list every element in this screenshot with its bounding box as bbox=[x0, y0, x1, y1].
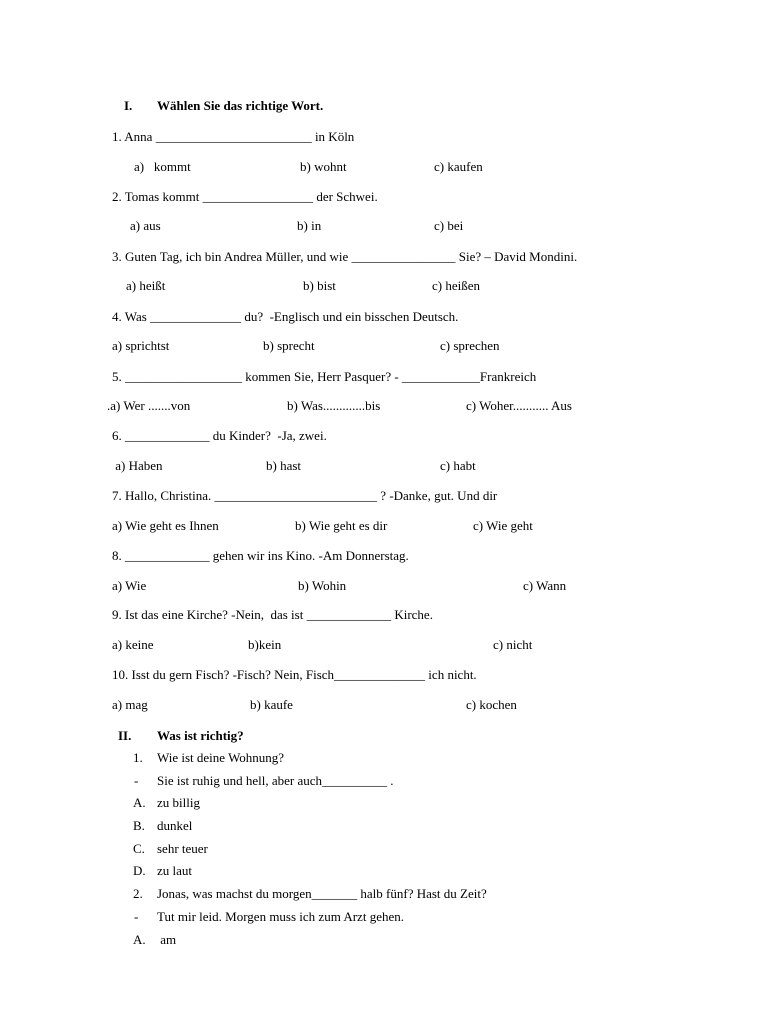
s2-q2-option-a-letter: A. bbox=[133, 932, 146, 947]
question-8: 8. _____________ gehen wir ins Kino. -Am Donnerstag. bbox=[112, 548, 409, 563]
q4-option-a: a) sprichtst bbox=[112, 338, 170, 353]
question-9: 9. Ist das eine Kirche? -Nein, das ist _____________ Kirche. bbox=[112, 607, 433, 622]
section-1-number: I. bbox=[124, 98, 133, 113]
q4-option-c: c) sprechen bbox=[440, 338, 500, 353]
q10-option-a: a) mag bbox=[112, 697, 148, 712]
s2-q2-number: 2. bbox=[133, 886, 143, 901]
q1-option-a: a) kommt bbox=[134, 159, 191, 174]
question-3: 3. Guten Tag, ich bin Andrea Müller, und wie ________________ Sie? – David Mondini. bbox=[112, 249, 578, 264]
q1-option-c: c) kaufen bbox=[434, 159, 483, 174]
q6-option-a: a) Haben bbox=[112, 458, 163, 473]
q9-option-a: a) keine bbox=[112, 637, 154, 652]
s2-q2-answer: Tut mir leid. Morgen muss ich zum Arzt gehen. bbox=[157, 909, 404, 924]
question-5: 5. __________________ kommen Sie, Herr Pasquer? - ____________Frankreich bbox=[112, 369, 537, 384]
s2-q2-question: Jonas, was machst du morgen_______ halb fünf? Hast du Zeit? bbox=[157, 886, 487, 901]
section-1-title: Wählen Sie das richtige Wort. bbox=[157, 98, 324, 113]
q5-option-a: .a) Wer .......von bbox=[107, 398, 191, 413]
q2-option-b: b) in bbox=[297, 218, 322, 233]
q9-option-b: b)kein bbox=[248, 637, 282, 652]
q6-option-b: b) hast bbox=[266, 458, 302, 473]
s2-q1-option-c-text: sehr teuer bbox=[157, 841, 208, 856]
q8-option-a: a) Wie bbox=[112, 578, 147, 593]
s2-q1-option-d-letter: D. bbox=[133, 863, 146, 878]
question-1: 1. Anna ________________________ in Köln bbox=[112, 129, 355, 144]
q4-option-b: b) sprecht bbox=[263, 338, 315, 353]
s2-q1-option-c-letter: C. bbox=[133, 841, 145, 856]
s2-q1-option-b-text: dunkel bbox=[157, 818, 193, 833]
q8-option-b: b) Wohin bbox=[298, 578, 347, 593]
question-2: 2. Tomas kommt _________________ der Schwei. bbox=[112, 189, 378, 204]
question-4: 4. Was ______________ du? -Englisch und ein bisschen Deutsch. bbox=[112, 309, 459, 324]
s2-q1-option-d-text: zu laut bbox=[157, 863, 193, 878]
q5-option-c: c) Woher........... Aus bbox=[466, 398, 572, 413]
q3-option-a: a) heißt bbox=[126, 278, 166, 293]
q7-option-a: a) Wie geht es Ihnen bbox=[112, 518, 219, 533]
q6-option-c: c) habt bbox=[440, 458, 476, 473]
s2-q2-dash: - bbox=[134, 909, 139, 924]
s2-q1-number: 1. bbox=[133, 750, 143, 765]
q3-option-b: b) bist bbox=[303, 278, 336, 293]
s2-q1-answer: Sie ist ruhig und hell, aber auch__________ . bbox=[157, 773, 394, 788]
s2-q1-option-a-text: zu billig bbox=[157, 795, 200, 810]
question-10: 10. Isst du gern Fisch? -Fisch? Nein, Fisch______________ ich nicht. bbox=[112, 667, 477, 682]
q2-option-a: a) aus bbox=[130, 218, 161, 233]
q7-option-c: c) Wie geht bbox=[473, 518, 533, 533]
q5-option-b: b) Was.............bis bbox=[287, 398, 381, 413]
q10-option-b: b) kaufe bbox=[250, 697, 293, 712]
q3-option-c: c) heißen bbox=[432, 278, 481, 293]
s2-q1-question: Wie ist deine Wohnung? bbox=[157, 750, 285, 765]
q10-option-c: c) kochen bbox=[466, 697, 517, 712]
question-6: 6. _____________ du Kinder? -Ja, zwei. bbox=[112, 428, 327, 443]
q7-option-b: b) Wie geht es dir bbox=[295, 518, 388, 533]
q2-option-c: c) bei bbox=[434, 218, 464, 233]
q1-option-b: b) wohnt bbox=[300, 159, 347, 174]
question-7: 7. Hallo, Christina. _________________________ ? -Danke, gut. Und dir bbox=[112, 488, 498, 503]
section-2-number: II. bbox=[118, 728, 132, 743]
q8-option-c: c) Wann bbox=[523, 578, 567, 593]
s2-q1-option-a-letter: A. bbox=[133, 795, 146, 810]
s2-q1-dash: - bbox=[134, 773, 139, 788]
section-2-title: Was ist richtig? bbox=[157, 728, 244, 743]
s2-q1-option-b-letter: B. bbox=[133, 818, 145, 833]
s2-q2-option-a-text: am bbox=[157, 932, 177, 947]
q9-option-c: c) nicht bbox=[493, 637, 533, 652]
